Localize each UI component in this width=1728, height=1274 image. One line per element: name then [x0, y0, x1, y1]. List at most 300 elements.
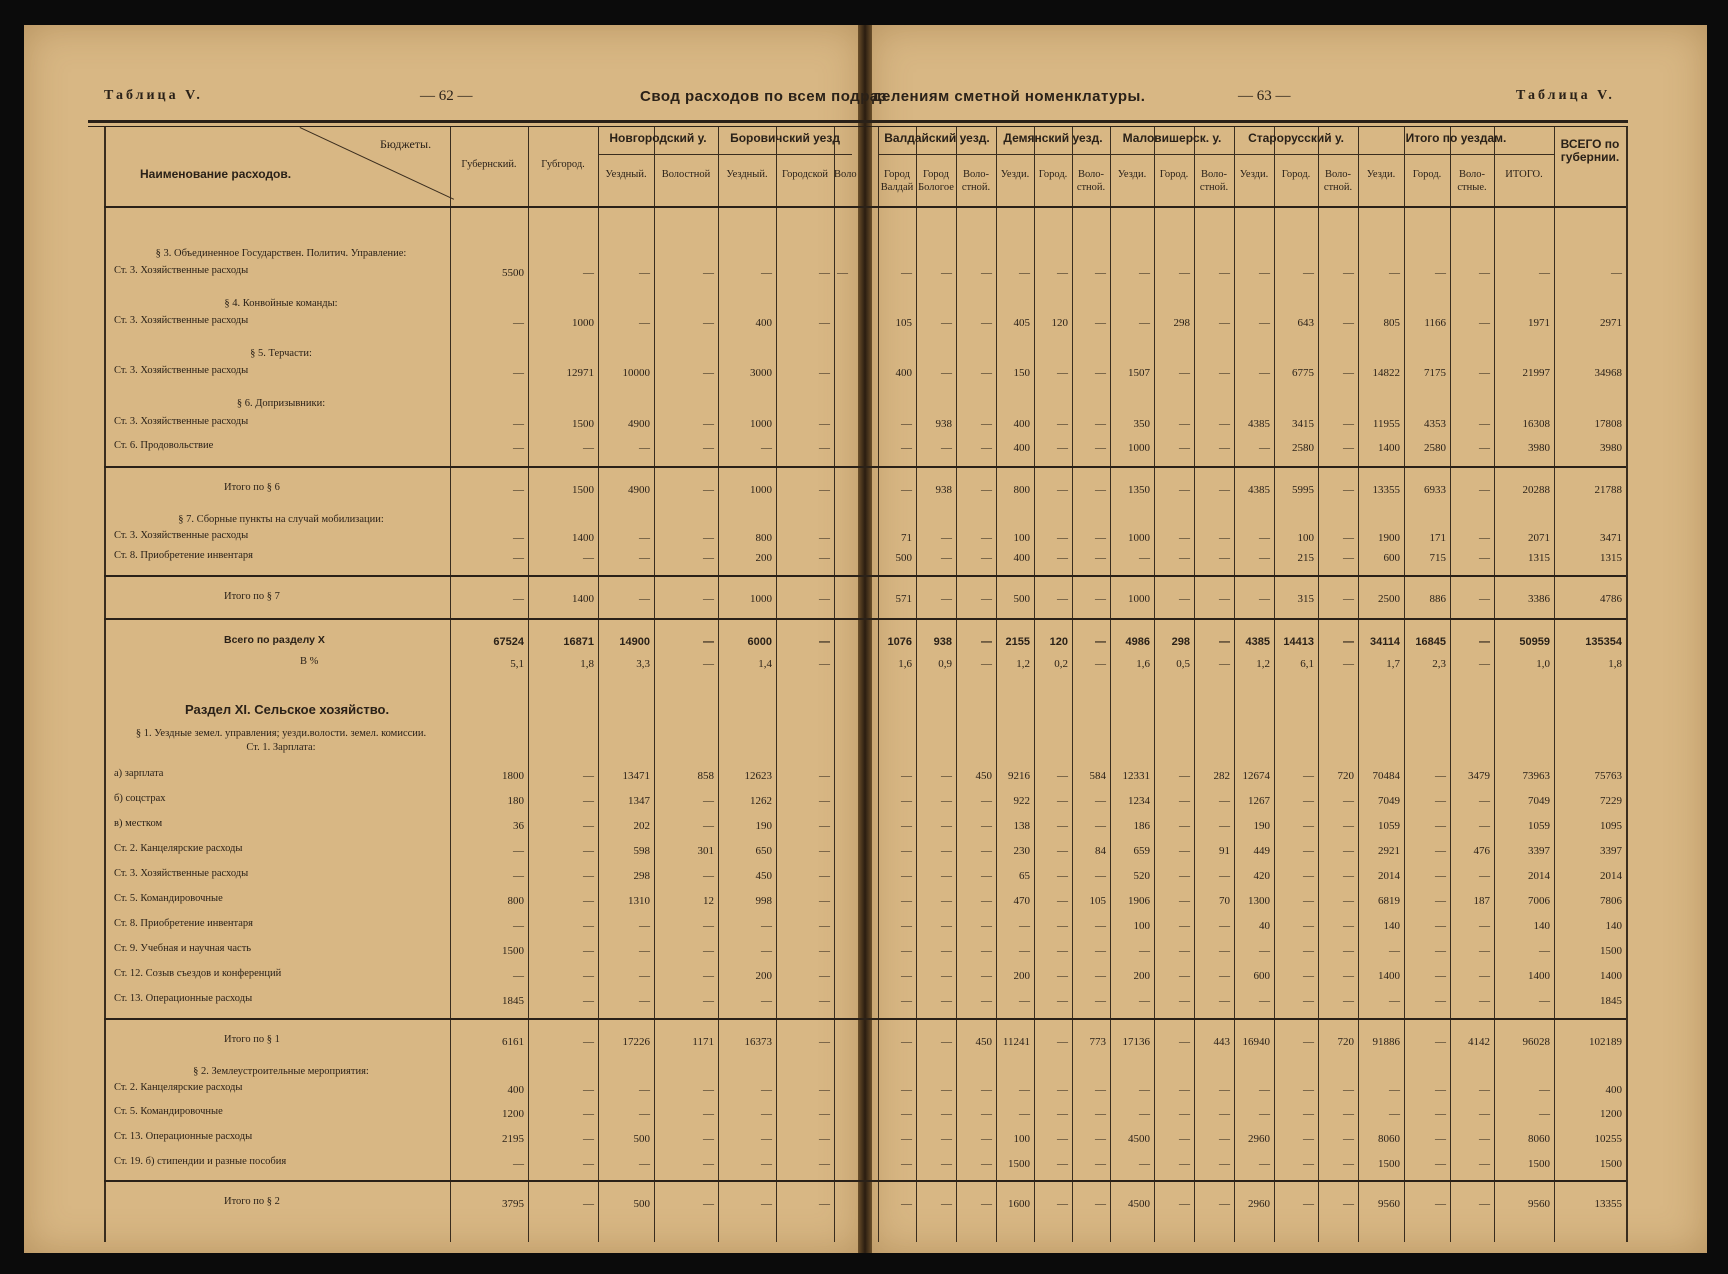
cell-value: — — [1219, 418, 1230, 430]
cell-value: — — [1479, 1158, 1490, 1170]
cell-value: 6775 — [1292, 367, 1314, 379]
cell-value: 186 — [1133, 820, 1150, 832]
cell-value: — — [941, 870, 952, 882]
cell-value: — — [1179, 845, 1190, 857]
cell-value: — — [1139, 1158, 1150, 1170]
cell-value: — — [1219, 636, 1230, 648]
cell-value: — — [639, 317, 650, 329]
cell-value: — — [1539, 1084, 1550, 1096]
cell-value: — — [583, 1108, 594, 1120]
cell-value: 14413 — [1283, 636, 1314, 648]
cell-value: — — [1179, 945, 1190, 957]
cell-value: 16373 — [744, 1036, 772, 1048]
cell-value: — — [1435, 995, 1446, 1007]
cell-value: — — [1095, 1084, 1106, 1096]
cell-value: — — [819, 845, 830, 857]
subtotal-rule — [104, 575, 1626, 577]
cell-value: — — [1179, 795, 1190, 807]
cell-value: — — [1179, 418, 1190, 430]
cell-value: 91 — [1219, 845, 1230, 857]
cell-value: 450 — [975, 770, 992, 782]
cell-value: — — [703, 920, 714, 932]
cell-value: 1,0 — [1536, 658, 1550, 670]
cell-value: — — [901, 795, 912, 807]
row-label — [114, 918, 450, 938]
cell-value: 886 — [1429, 593, 1446, 605]
cell-value: — — [1343, 317, 1354, 329]
cell-value: 1500 — [572, 418, 594, 430]
cell-value: — — [1479, 317, 1490, 329]
cell-value: — — [1435, 970, 1446, 982]
cell-value: — — [1259, 995, 1270, 1007]
cell-value: 150 — [1013, 367, 1030, 379]
cell-value: 16308 — [1522, 418, 1550, 430]
cell-value: — — [1259, 442, 1270, 454]
cell-value: — — [1057, 845, 1068, 857]
cell-value: 4900 — [628, 484, 650, 496]
cell-value: — — [1057, 920, 1068, 932]
cell-value: 1971 — [1528, 317, 1550, 329]
cell-value: — — [1611, 267, 1622, 279]
group-header: Итого по уездам. — [1405, 131, 1507, 145]
cell-value: — — [941, 552, 952, 564]
cell-value: — — [819, 317, 830, 329]
cell-value: 3479 — [1468, 770, 1490, 782]
cell-value: — — [1259, 1158, 1270, 1170]
cell-value: — — [1179, 895, 1190, 907]
cell-value: 16940 — [1242, 1036, 1270, 1048]
row-label-text: Ст. 3. Хозяйственные расходы — [114, 868, 249, 879]
cell-value: — — [901, 920, 912, 932]
cell-value: — — [1539, 1108, 1550, 1120]
cell-value: — — [1303, 1108, 1314, 1120]
cell-value: 190 — [1253, 820, 1270, 832]
group-sub-rule — [1358, 154, 1554, 155]
cell-value: — — [639, 920, 650, 932]
cell-value: — — [981, 1133, 992, 1145]
cell-value: 571 — [895, 593, 912, 605]
cell-value: 500 — [633, 1133, 650, 1145]
row-label — [114, 1131, 450, 1151]
top-rule-thin — [88, 126, 1628, 127]
cell-value: — — [1095, 1133, 1106, 1145]
cell-value: — — [1259, 945, 1270, 957]
cell-value: 9560 — [1528, 1198, 1550, 1210]
cell-value: 200 — [1013, 970, 1030, 982]
cell-value: — — [1343, 845, 1354, 857]
cell-value: 16845 — [1415, 636, 1446, 648]
table-row — [0, 265, 1728, 285]
cell-value: — — [1479, 418, 1490, 430]
table-row — [0, 656, 1728, 676]
row-label — [114, 893, 450, 913]
cell-value: 2,3 — [1432, 658, 1446, 670]
cell-value: — — [513, 367, 524, 379]
cell-value: — — [639, 1108, 650, 1120]
cell-value: — — [819, 945, 830, 957]
cell-value: 1166 — [1424, 317, 1446, 329]
cell-value: — — [819, 367, 830, 379]
row-label-text: Итого по § 6 — [224, 482, 280, 493]
row-label — [114, 993, 450, 1013]
cell-value: — — [1179, 770, 1190, 782]
cell-value: 230 — [1013, 845, 1030, 857]
cell-value: — — [761, 267, 772, 279]
cell-value: — — [639, 593, 650, 605]
cell-value: — — [1219, 995, 1230, 1007]
cell-value: 2960 — [1248, 1198, 1270, 1210]
cell-value: — — [901, 1133, 912, 1145]
cell-value: — — [1095, 795, 1106, 807]
cell-value: — — [901, 267, 912, 279]
cell-value: 998 — [755, 895, 772, 907]
cell-value: — — [1479, 442, 1490, 454]
cell-value: 1300 — [1248, 895, 1270, 907]
cell-value: — — [761, 1158, 772, 1170]
cell-value: — — [703, 367, 714, 379]
cell-value: — — [583, 945, 594, 957]
cell-value: — — [1343, 593, 1354, 605]
sub-header: Уезди. — [1239, 169, 1269, 180]
cell-value: — — [941, 970, 952, 982]
cell-value: — — [1219, 267, 1230, 279]
cell-value: — — [703, 593, 714, 605]
cell-value: — — [1057, 1036, 1068, 1048]
cell-value: — — [1057, 552, 1068, 564]
cell-value: — — [761, 442, 772, 454]
left-page-number: — 62 — — [420, 88, 473, 104]
row-label-text: § 2. Землеустроительные мероприятия: — [193, 1066, 369, 1077]
cell-value: — — [1303, 795, 1314, 807]
cell-value: — — [1219, 1108, 1230, 1120]
cell-value: — — [1019, 920, 1030, 932]
cell-value: — — [981, 418, 992, 430]
cell-value: 14822 — [1372, 367, 1400, 379]
cell-value: — — [941, 770, 952, 782]
cell-value: 1500 — [1600, 1158, 1622, 1170]
cell-value: — — [1479, 552, 1490, 564]
cell-value: — — [513, 442, 524, 454]
cell-value: — — [981, 795, 992, 807]
cell-value: — — [981, 484, 992, 496]
cell-value: — — [761, 1084, 772, 1096]
cell-value: 298 — [1173, 317, 1190, 329]
cell-value: — — [1343, 418, 1354, 430]
row-label-text: § 4. Конвойные команды: — [224, 298, 338, 309]
cell-value: — — [941, 845, 952, 857]
group-header: Валдайский уезд. — [884, 131, 990, 145]
table-row — [0, 918, 1728, 938]
cell-value: — — [1259, 1108, 1270, 1120]
group-sub-rule — [878, 154, 996, 155]
sub-header: Городской — [781, 169, 829, 180]
cell-value: 805 — [1383, 317, 1400, 329]
cell-value: 187 — [1473, 895, 1490, 907]
cell-value: 138 — [1013, 820, 1030, 832]
row-label-text: Ст. 2. Канцелярские расходы — [114, 1082, 243, 1093]
cell-value: — — [639, 1158, 650, 1170]
cell-value: 7229 — [1600, 795, 1622, 807]
cell-value: 1315 — [1600, 552, 1622, 564]
cell-value: — — [1435, 845, 1446, 857]
row-label-text: Всего по разделу X — [224, 634, 325, 646]
cell-value: 13355 — [1594, 1198, 1622, 1210]
cell-value: — — [1303, 995, 1314, 1007]
left-table-label: Таблица V. — [104, 88, 203, 103]
cell-value: 202 — [633, 820, 650, 832]
cell-value: 1,2 — [1016, 658, 1030, 670]
cell-value: — — [819, 552, 830, 564]
cell-value: 3980 — [1528, 442, 1550, 454]
cell-value: 600 — [1253, 970, 1270, 982]
cell-value: — — [1095, 442, 1106, 454]
subtotal-rule — [104, 1180, 1626, 1182]
row-label-text: § 1. Уездные земел. управления; уезди.волости. земел. комиссии. — [135, 728, 427, 739]
cell-value: — — [901, 820, 912, 832]
cell-value: — — [1479, 995, 1490, 1007]
cell-value: 200 — [1133, 970, 1150, 982]
cell-value: — — [819, 636, 830, 648]
cell-value: — — [1219, 484, 1230, 496]
cell-value: — — [761, 1198, 772, 1210]
cell-value: — — [819, 1036, 830, 1048]
corner-top-label: Бюджеты. — [380, 137, 432, 151]
row-label-text: Ст. 3. Хозяйственные расходы — [114, 265, 249, 276]
sub-header: Город. — [1038, 169, 1068, 180]
cell-value: — — [1095, 418, 1106, 430]
cell-value: — — [1179, 552, 1190, 564]
cell-value: — — [1343, 995, 1354, 1007]
cell-value: — — [513, 1158, 524, 1170]
cell-value: — — [941, 442, 952, 454]
cell-value: — — [1389, 1108, 1400, 1120]
sub-header: Уездный. — [726, 169, 768, 180]
cell-value: — — [1259, 1084, 1270, 1096]
cell-value: 1171 — [692, 1036, 714, 1048]
cell-value: — — [1343, 267, 1354, 279]
cell-value: 67524 — [493, 636, 524, 648]
cell-value: — — [1019, 945, 1030, 957]
cell-value: 1400 — [572, 532, 594, 544]
cell-value: 4986 — [1125, 636, 1150, 648]
cell-value: — — [1179, 442, 1190, 454]
cell-value: 1262 — [750, 795, 772, 807]
cell-value: — — [1019, 1084, 1030, 1096]
cell-value: 1,7 — [1386, 658, 1400, 670]
cell-value: — — [819, 920, 830, 932]
section-title: Раздел XI. Сельское хозяйство. — [185, 702, 390, 717]
cell-value: — — [1343, 820, 1354, 832]
cell-value: — — [981, 593, 992, 605]
cell-value: — — [1095, 1108, 1106, 1120]
cell-value: 20288 — [1522, 484, 1550, 496]
cell-value: — — [901, 845, 912, 857]
cell-value: — — [1479, 1108, 1490, 1120]
cell-value: — — [1219, 367, 1230, 379]
cell-value: 1400 — [1528, 970, 1550, 982]
cell-value: — — [761, 1133, 772, 1145]
cell-value: 190 — [755, 820, 772, 832]
row-label-text: Ст. 3. Хозяйственные расходы — [114, 530, 249, 541]
cell-value: — — [583, 1158, 594, 1170]
cell-value: — — [1179, 267, 1190, 279]
cell-value: — — [583, 995, 594, 1007]
cell-value: — — [1343, 1198, 1354, 1210]
cell-value: 1095 — [1600, 820, 1622, 832]
cell-value: 1267 — [1248, 795, 1270, 807]
table-row — [0, 1131, 1728, 1151]
cell-value: — — [703, 870, 714, 882]
row-label-text: Ст. 9. Учебная и научная часть — [114, 943, 252, 954]
table-row — [0, 482, 1728, 502]
cell-value: — — [1389, 945, 1400, 957]
cell-value: 2014 — [1528, 870, 1550, 882]
cell-value: — — [941, 995, 952, 1007]
cell-value: 4353 — [1424, 418, 1446, 430]
cell-value: 1310 — [628, 895, 650, 907]
cell-value: 1200 — [1600, 1108, 1622, 1120]
cell-value: — — [639, 1084, 650, 1096]
cell-value: 298 — [633, 870, 650, 882]
cell-value: — — [703, 636, 714, 648]
cell-value: — — [901, 1084, 912, 1096]
cell-value: — — [1219, 870, 1230, 882]
sub-header: Воло-стной. — [1323, 169, 1353, 193]
cell-value: — — [1095, 267, 1106, 279]
cell-value: — — [1435, 770, 1446, 782]
cell-value: — — [583, 970, 594, 982]
cell-value: — — [981, 658, 992, 670]
cell-value: — — [819, 532, 830, 544]
table-row — [0, 398, 1728, 418]
row-label-text: Ст. 6. Продовольствие — [114, 440, 214, 451]
cell-value: — — [901, 945, 912, 957]
right-page-number: — 63 — — [1238, 88, 1291, 104]
cell-value: — — [1303, 970, 1314, 982]
cell-value: — — [1303, 895, 1314, 907]
row-label — [114, 868, 450, 888]
cell-value: 1,8 — [1608, 658, 1622, 670]
cell-value: 17136 — [1122, 1036, 1150, 1048]
cell-value: — — [703, 1108, 714, 1120]
cell-value: — — [639, 995, 650, 1007]
cell-value: 105 — [895, 317, 912, 329]
cell-value: 1500 — [1528, 1158, 1550, 1170]
cell-value: — — [1019, 267, 1030, 279]
cell-value: 3,3 — [636, 658, 650, 670]
cell-value: 100 — [1297, 532, 1314, 544]
cell-value: 13471 — [622, 770, 650, 782]
cell-value: — — [1179, 820, 1190, 832]
cell-value: 5,1 — [510, 658, 524, 670]
cell-value: — — [1343, 945, 1354, 957]
cell-value: 1507 — [1128, 367, 1150, 379]
cell-value: — — [513, 552, 524, 564]
cell-value: — — [1095, 995, 1106, 1007]
cell-value: 1,6 — [898, 658, 912, 670]
cell-value: 405 — [1013, 317, 1030, 329]
cell-value: — — [981, 895, 992, 907]
table-row — [0, 1106, 1728, 1126]
row-label — [114, 843, 450, 863]
cell-value: — — [1219, 795, 1230, 807]
cell-value: — — [1219, 552, 1230, 564]
cell-value: — — [941, 1036, 952, 1048]
cell-value: — — [1479, 1133, 1490, 1145]
cell-value: — — [1219, 658, 1230, 670]
cell-value: — — [1259, 367, 1270, 379]
cell-value: — — [583, 442, 594, 454]
cell-value: 171 — [1429, 532, 1446, 544]
cell-value: 715 — [1429, 552, 1446, 564]
cell-value: 100 — [1133, 920, 1150, 932]
cell-value: 4500 — [1128, 1133, 1150, 1145]
right-table-label: Таблица V. — [1516, 88, 1615, 103]
cell-value: 17226 — [622, 1036, 650, 1048]
cell-value: — — [1389, 1084, 1400, 1096]
table-row — [0, 1196, 1728, 1216]
cell-value: — — [981, 532, 992, 544]
cell-value: — — [901, 870, 912, 882]
cell-value: — — [819, 1133, 830, 1145]
title-left: Свод расходов по всем подраз — [640, 88, 887, 105]
cell-value: — — [901, 770, 912, 782]
cell-value: — — [901, 1036, 912, 1048]
cell-value: — — [981, 317, 992, 329]
cell-value: — — [1539, 995, 1550, 1007]
cell-value: — — [1343, 920, 1354, 932]
cell-value: 7049 — [1528, 795, 1550, 807]
cell-value: — — [1057, 532, 1068, 544]
sub-header: Город. — [1281, 169, 1311, 180]
cell-value: 4142 — [1468, 1036, 1490, 1048]
cell-value: 102189 — [1589, 1036, 1622, 1048]
cell-value: 6933 — [1424, 484, 1446, 496]
cell-value: — — [1057, 970, 1068, 982]
cell-value: — — [1139, 945, 1150, 957]
row-label — [114, 265, 450, 285]
row-label-text: Ст. 5. Командировочные — [114, 893, 223, 904]
cell-value: — — [901, 1198, 912, 1210]
cell-value: — — [1219, 820, 1230, 832]
cell-value: — — [1343, 970, 1354, 982]
cell-value: 3795 — [502, 1198, 524, 1210]
cell-value: — — [1343, 367, 1354, 379]
cell-value: — — [901, 484, 912, 496]
cell-value: 1000 — [1128, 532, 1150, 544]
cell-value: — — [1019, 995, 1030, 1007]
cell-value: — — [1095, 636, 1106, 648]
group-header: Маловишерск. у. — [1122, 131, 1222, 145]
cell-value: — — [1479, 658, 1490, 670]
cell-value: — — [1139, 552, 1150, 564]
cell-value: — — [761, 920, 772, 932]
row-label-text: Ст. 12. Созыв съездов и конференций — [114, 968, 282, 979]
cell-value: 14900 — [619, 636, 650, 648]
cell-value: — — [1435, 870, 1446, 882]
sub-header: ИТОГО. — [1505, 169, 1543, 180]
cell-value: 11241 — [1002, 1036, 1030, 1048]
cell-value: 2500 — [1378, 593, 1400, 605]
cell-value: — — [1179, 1198, 1190, 1210]
cell-value: — — [1057, 820, 1068, 832]
cell-value: 4385 — [1245, 636, 1270, 648]
sub-header: Город Валдай — [880, 169, 914, 193]
row-label — [114, 818, 450, 838]
cell-value: — — [819, 484, 830, 496]
cell-value: — — [703, 970, 714, 982]
cell-value: — — [1095, 820, 1106, 832]
